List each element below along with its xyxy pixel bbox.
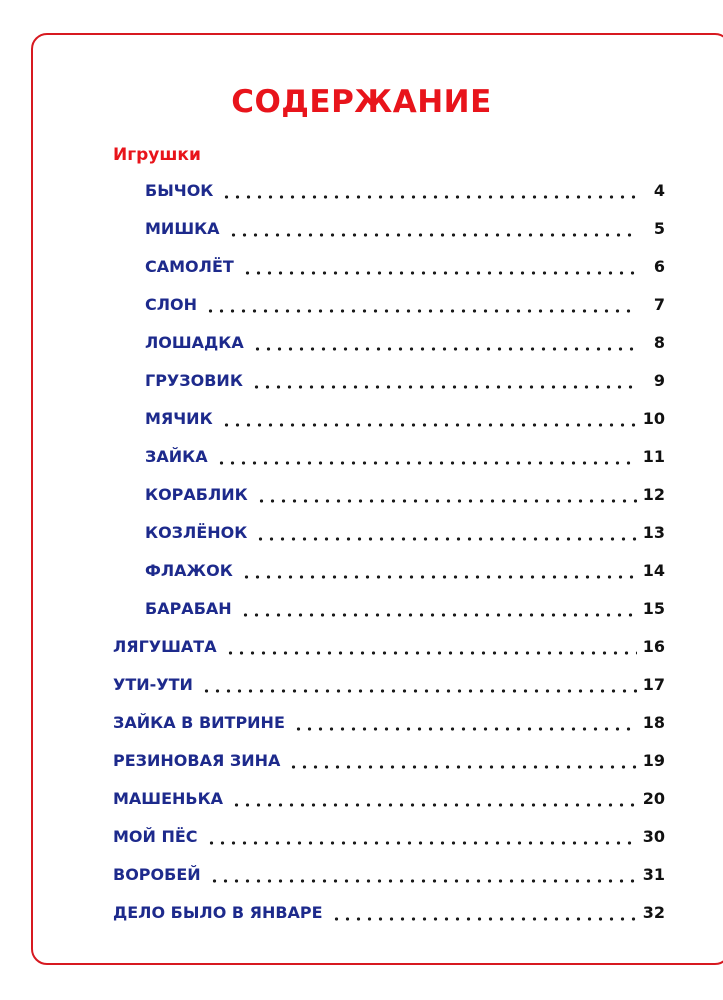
- dot-leader: [251, 371, 637, 391]
- toc-entry-title: МОЙ ПЁС: [113, 827, 198, 846]
- toc-entry[interactable]: [145, 215, 665, 239]
- toc-entry[interactable]: [113, 671, 665, 695]
- toc-entry-title: ГРУЗОВИК: [145, 371, 243, 390]
- toc-page-number: 30: [642, 827, 665, 846]
- toc-entry[interactable]: [113, 861, 665, 885]
- toc-entry[interactable]: [145, 291, 665, 315]
- toc-entry[interactable]: [113, 747, 665, 771]
- toc-entry-title: ВОРОБЕЙ: [113, 865, 201, 884]
- toc-entry[interactable]: [113, 823, 665, 847]
- dot-leader: [241, 561, 637, 581]
- dot-leader: [240, 599, 637, 619]
- dot-leader: [255, 523, 636, 543]
- dot-leader: [288, 751, 636, 771]
- toc-page-number: 16: [642, 637, 665, 656]
- dot-leader: [331, 903, 637, 923]
- toc-entry-title: РЕЗИНОВАЯ ЗИНА: [113, 751, 281, 770]
- toc-entry-title: КОЗЛЁНОК: [145, 523, 248, 542]
- toc-entry[interactable]: [145, 519, 665, 543]
- toc-entry[interactable]: [113, 709, 665, 733]
- toc-entry[interactable]: [113, 785, 665, 809]
- toc-entry-title: УТИ-УТИ: [113, 675, 193, 694]
- toc-page-number: 17: [642, 675, 665, 694]
- toc-page-number: 9: [653, 371, 665, 390]
- dot-leader: [231, 789, 637, 809]
- toc-page-number: 31: [642, 865, 665, 884]
- dot-leader: [216, 447, 637, 467]
- dot-leader: [201, 675, 637, 695]
- toc-page-number: 4: [653, 181, 665, 200]
- toc-page-number: 10: [642, 409, 665, 428]
- toc-page-number: 7: [653, 295, 665, 314]
- toc-entry-title: ЛОШАДКА: [145, 333, 244, 352]
- toc-entry-title: ЗАЙКА: [145, 447, 208, 466]
- section-heading-toys: Игрушки: [113, 145, 201, 165]
- dot-leader: [256, 485, 637, 505]
- toc-entry-title: ДЕЛО БЫЛО В ЯНВАРЕ: [113, 903, 323, 922]
- toc-entry[interactable]: [145, 177, 665, 201]
- toc-entry[interactable]: [145, 443, 665, 467]
- toc-page-number: 13: [642, 523, 665, 542]
- toc-entry[interactable]: [145, 329, 665, 353]
- toc-entry[interactable]: [113, 633, 665, 657]
- toc-page-number: 8: [653, 333, 665, 352]
- toc-entry-title: ФЛАЖОК: [145, 561, 233, 580]
- toc-entry-title: БЫЧОК: [145, 181, 214, 200]
- dot-leader: [225, 637, 637, 657]
- toc-page-number: 15: [642, 599, 665, 618]
- dot-leader: [242, 257, 637, 277]
- toc-entry-title: МИШКА: [145, 219, 220, 238]
- toc-entry-title: МАШЕНЬКА: [113, 789, 224, 808]
- toc-entry[interactable]: [145, 595, 665, 619]
- toc-page-number: 5: [653, 219, 665, 238]
- toc-entry-title: КОРАБЛИК: [145, 485, 248, 504]
- toc-entry[interactable]: [145, 481, 665, 505]
- toc-entry-title: БАРАБАН: [145, 599, 232, 618]
- toc-entry-title: ЗАЙКА В ВИТРИНЕ: [113, 713, 285, 732]
- toc-page-number: 19: [642, 751, 665, 770]
- toc-entry-title: МЯЧИК: [145, 409, 213, 428]
- toc-entry-title: ЛЯГУШАТА: [113, 637, 217, 656]
- toc-page-number: 14: [642, 561, 665, 580]
- toc-page-number: 11: [642, 447, 665, 466]
- dot-leader: [205, 295, 637, 315]
- dot-leader: [252, 333, 637, 353]
- dot-leader: [221, 181, 637, 201]
- dot-leader: [206, 827, 637, 847]
- dot-leader: [209, 865, 637, 885]
- toc-page-number: 6: [653, 257, 665, 276]
- toc-entry-title: САМОЛЁТ: [145, 257, 234, 276]
- toc-entry[interactable]: [113, 899, 665, 923]
- toc-entry[interactable]: [145, 557, 665, 581]
- toc-entry[interactable]: [145, 367, 665, 391]
- toc-entry[interactable]: [145, 253, 665, 277]
- toc-page-number: 12: [642, 485, 665, 504]
- dot-leader: [221, 409, 637, 429]
- dot-leader: [228, 219, 637, 239]
- toc-entry[interactable]: [145, 405, 665, 429]
- toc-entry-title: СЛОН: [145, 295, 198, 314]
- toc-page-number: 32: [642, 903, 665, 922]
- toc-page-number: 18: [642, 713, 665, 732]
- toc-page-number: 20: [642, 789, 665, 808]
- dot-leader: [293, 713, 637, 733]
- page-title: СОДЕРЖАНИЕ: [231, 84, 492, 120]
